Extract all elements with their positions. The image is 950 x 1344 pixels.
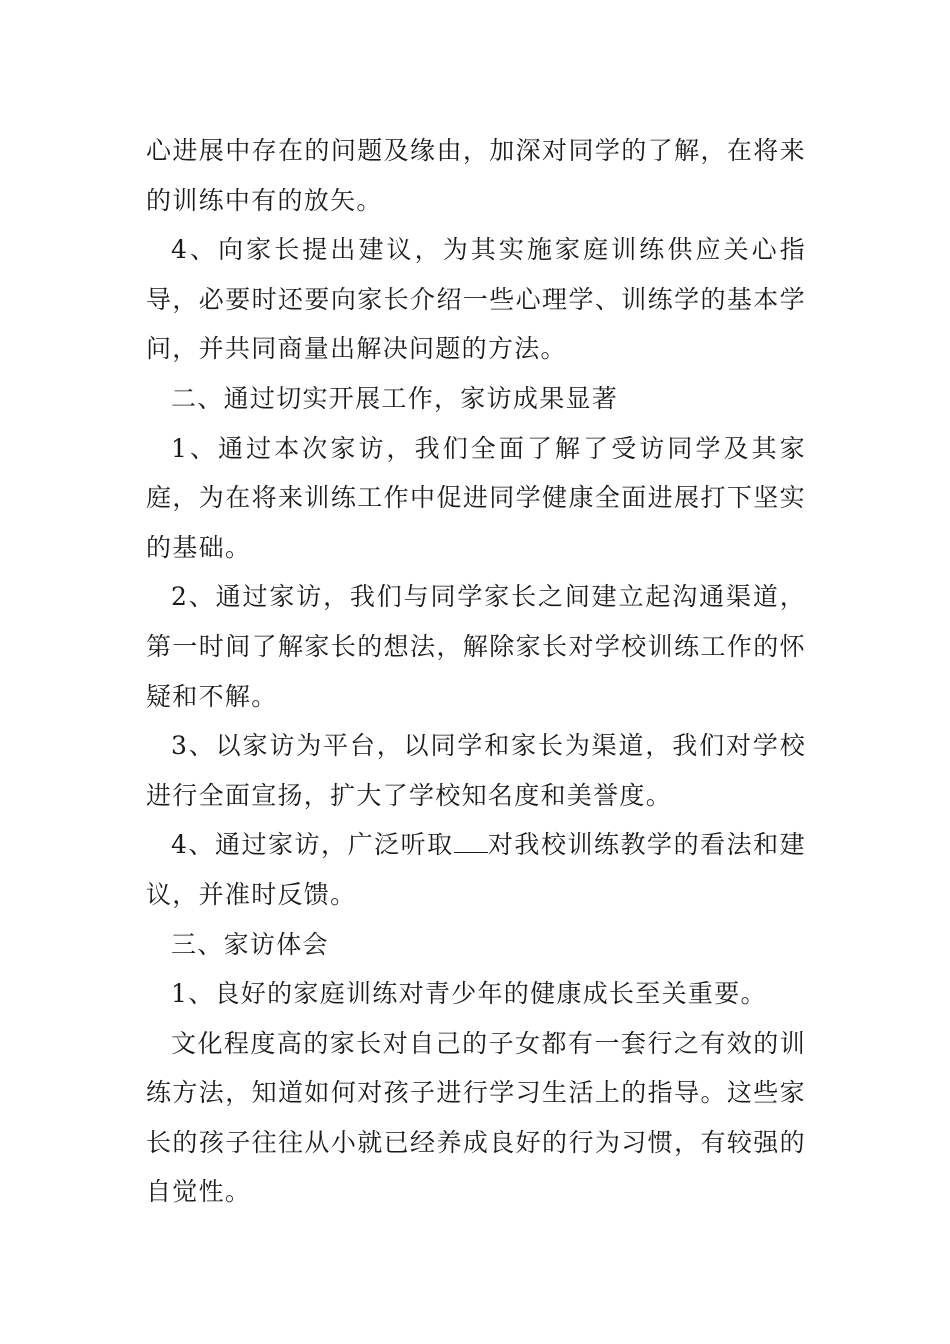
paragraph-result-4-before: 4、通过家访，广泛听取 [171,830,454,860]
paragraph-suggestion: 4、向家长提出建议，为其实施家庭训练供应关心指导，必要时还要向家长介绍一些心理学、训练学的基本学问，并共同商量出解决问题的方法。 [146,235,806,364]
paragraph-continuation: 心进展中存在的问题及缘由，加深对同学的了解，在将来的训练中有的放矢。 [146,136,806,215]
paragraph-result-2: 2、通过家访，我们与同学家长之间建立起沟通渠道，第一时间了解家长的想法，解除家长对学校训练工作的怀疑和不解。 [146,582,806,711]
paragraph-result-4 [146,820,806,919]
paragraph-result-4-after: 对我校训练教学的看法和建议，并准时反馈。 [146,830,806,909]
paragraph-result-3: 3、以家访为平台，以同学和家长为渠道，我们对学校进行全面宣扬，扩大了学校知名度和美誉度。 [146,731,806,810]
document-body [146,126,806,1217]
section-heading-3: 三、家访体会 [171,929,329,959]
paragraph-experience-1: 1、良好的家庭训练对青少年的健康成长至关重要。 [171,979,767,1009]
paragraph-result-1: 1、通过本次家访，我们全面了解了受访同学及其家庭，为在将来训练工作中促进同学健康全面进展打下坚实的基础。 [146,433,806,562]
section-heading-2: 二、通过切实开展工作，家访成果显著 [171,383,619,413]
fill-in-blank [454,830,488,853]
paragraph-experience-body: 文化程度高的家长对自己的子女都有一套行之有效的训练方法，知道如何对孩子进行学习生活上的指导。这些家长的孩子往往从小就已经养成良好的行为习惯，有较强的自觉性。 [146,1028,806,1207]
